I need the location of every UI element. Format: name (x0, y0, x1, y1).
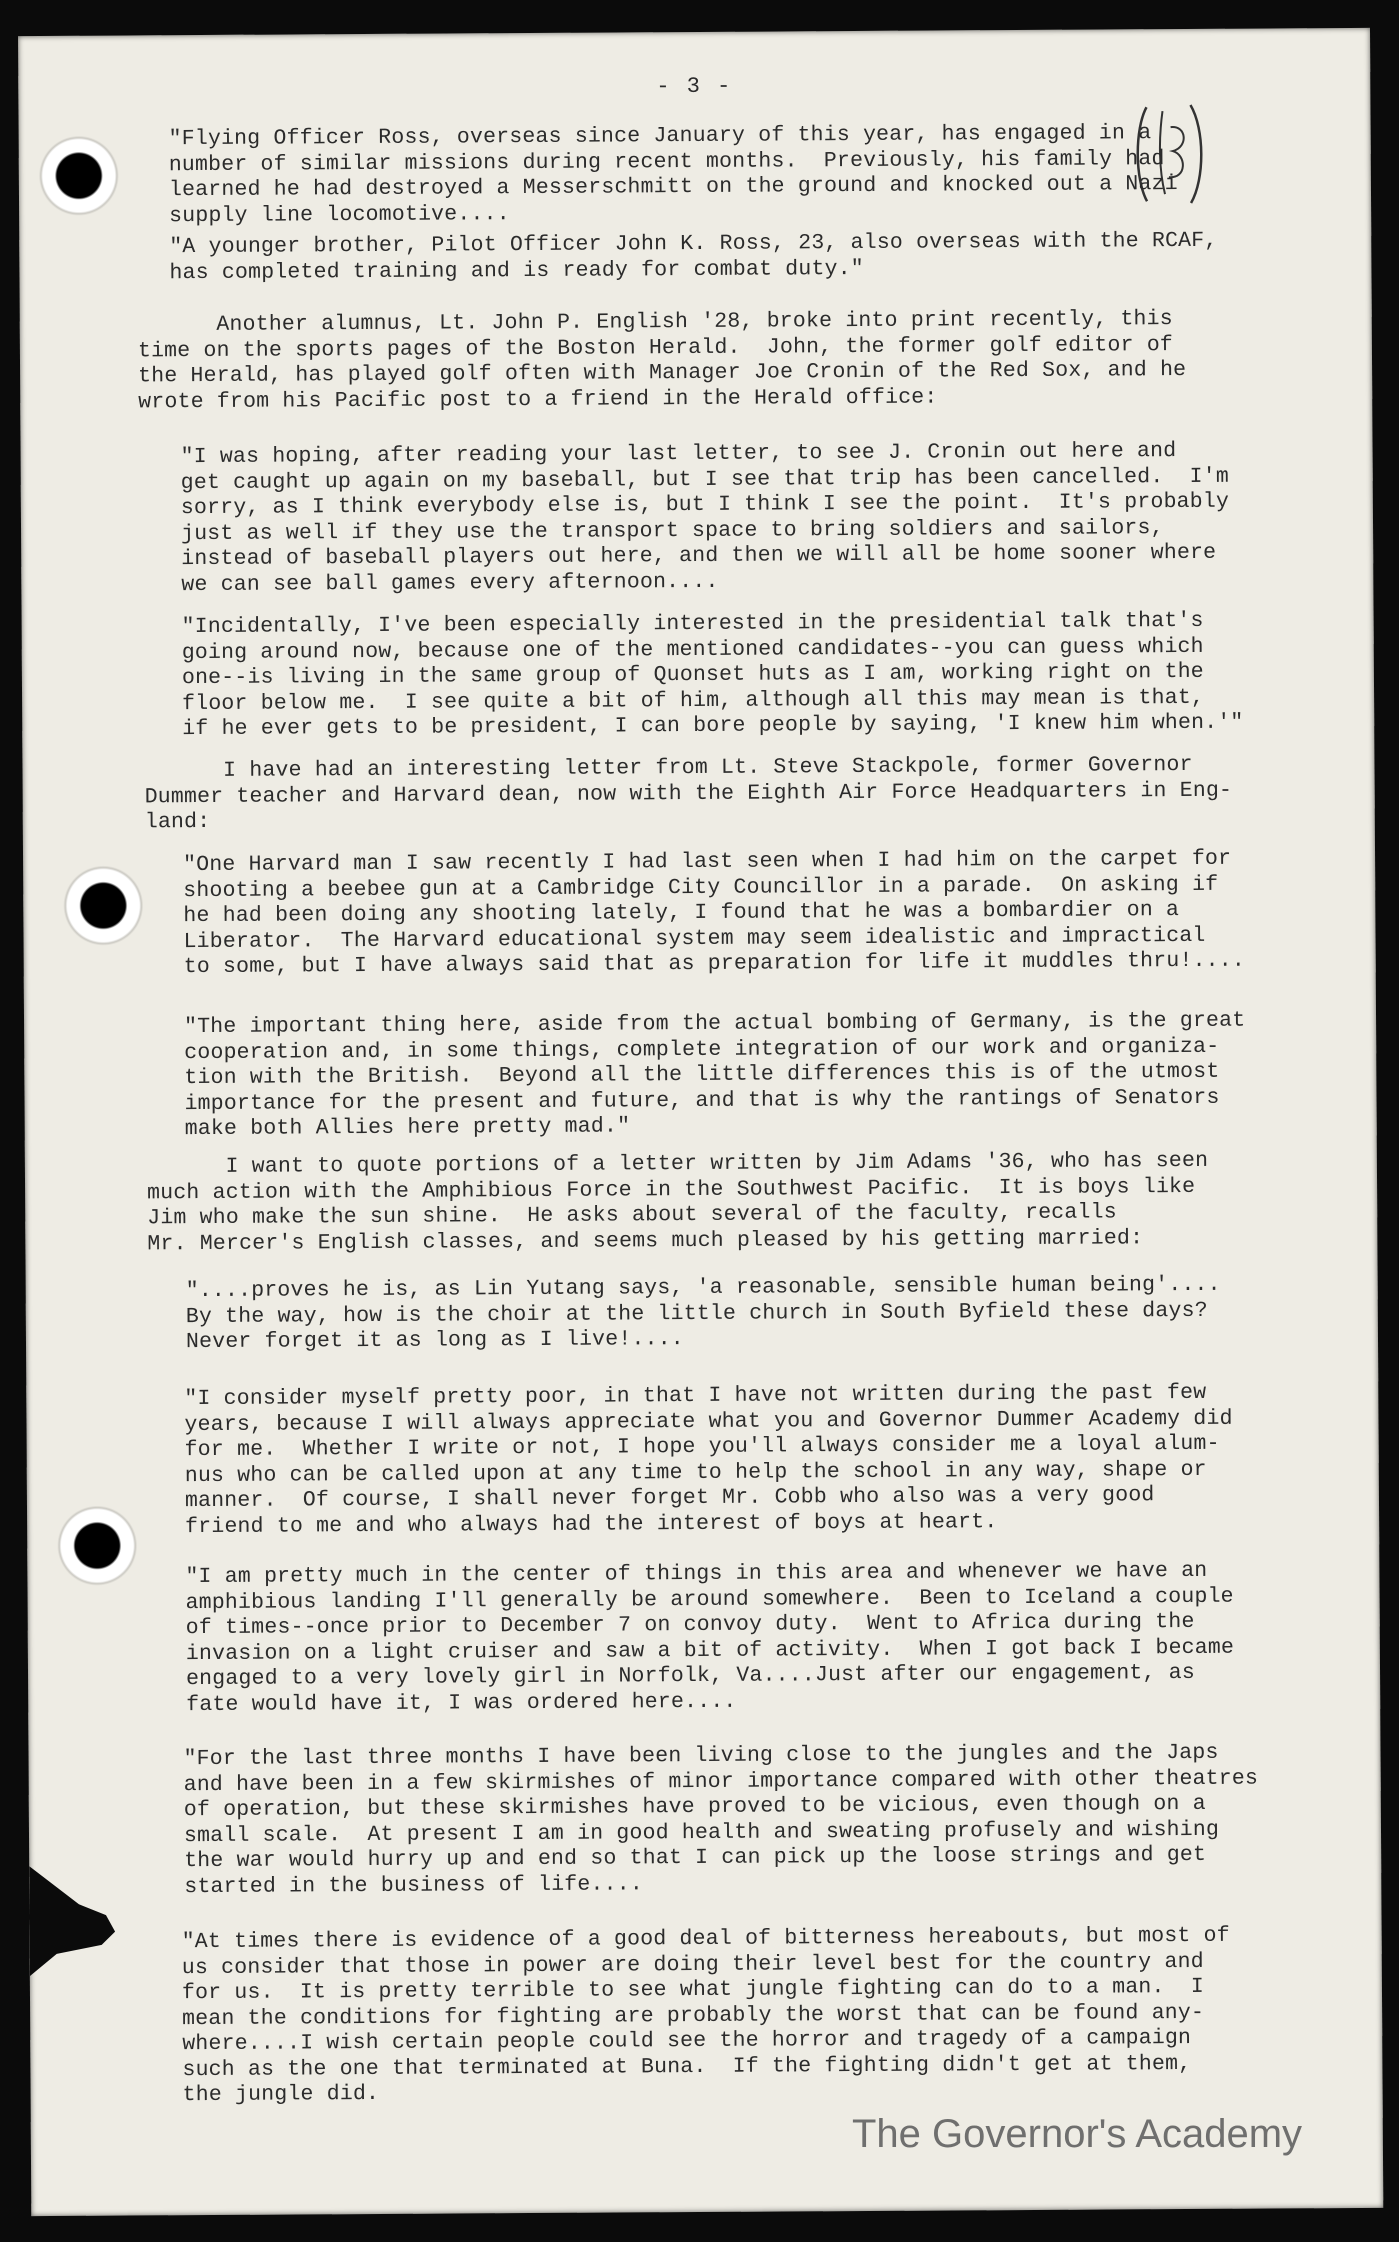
paragraph-9: I want to quote portions of a letter written by Jim Adams '36, who has seen much action with the Amphibious Force in the Southwest Pacific. It is boys like Jim who make the sun shine. He asks about several of the faculty, recalls Mr. Mercer's English classes, and seems much pleased by his getting married: (146, 1148, 1209, 1256)
paragraph-1: "Flying Officer Ross, overseas since January of this year, has engaged in a number of similar missions during recent months. Previously, his family had learned he had destroyed a Messerschmitt on the ground and knocked out a Nazi supply line locomotive.... (168, 121, 1178, 228)
paragraph-8: "The important thing here, aside from the actual bombing of Germany, is the great cooperation and, in some things, complete integration of our work and organiza- tion with the British. Beyond all the little differences this is of the utmost importance for the present and future, and that is why the rantings of Senators make both Allies here pretty mad." (183, 1008, 1246, 1142)
page-number: - 3 - (656, 73, 733, 100)
punch-hole-top (39, 136, 119, 216)
paragraph-11: "I consider myself pretty poor, in that I have not written during the past few years, because I will always appreciate what you and Governor Dummer Academy did for me. Whether I write or not, I hope you'll always consider me a loyal alum- nus who can be called upon at any time to help the school in any way, shape or manner. Of course, I shall never forget Mr. Cobb who also was a very good friend to me and who always had the interest of boys at heart. (184, 1380, 1233, 1539)
paragraph-6: I have had an interesting letter from Lt. Steve Stackpole, former Governor Dummer teacher and Harvard dean, now with the Eighth Air Force Headquarters in Eng- land: (144, 752, 1233, 835)
paragraph-10: "....proves he is, as Lin Yutang says, 'a reasonable, sensible human being'.... By the way, how is the choir at the little church in South Byfield these days? Never forget it as long as I live!.... (185, 1272, 1221, 1355)
paragraph-4: "I was hoping, after reading your last letter, to see J. Cronin out here and get caught up again on my baseball, but I see that trip has been cancelled. I'm sorry, as I think everybody else is, but I think I see the point. It's probably just as well if they use the transport space to bring soldiers and sailors, instead of baseball players out here, and then we will all be home sooner where we can see ball games every afternoon.... (180, 439, 1230, 597)
punch-hole-middle (63, 865, 143, 945)
torn-hole (29, 1866, 120, 1977)
paragraph-2: "A younger brother, Pilot Officer John K. Ross, 23, also overseas with the RCAF, has completed training and is ready for combat duty." (169, 228, 1218, 285)
document-page (18, 28, 1383, 2216)
paragraph-12: "I am pretty much in the center of things in this area and whenever we have an amphibious landing I'll generally be around somewhere. Been to Iceland a couple of times--once prior to December 7 on convoy duty. Went to Africa during the invasion on a light cruiser and saw a bit of activity. When I got back I became engaged to a very lovely girl in Norfolk, Va....Just after our engagement, as fate would have it, I was ordered here.... (185, 1558, 1235, 1717)
paragraph-14: "At times there is evidence of a good deal of bitterness hereabouts, but most of us consider that those in power are doing their level best for the country and for us. It is pretty terrible to see what jungle fighting can do to a man. I mean the conditions for fighting are probably the worst that can be found any- where....I wish certain people could see the horror and tragedy of a campaign such as the one that terminated at Buna. If the fighting didn't get at them, the jungle did. (181, 1923, 1230, 2108)
punch-hole-lower (57, 1505, 137, 1585)
paragraph-3: Another alumnus, Lt. John P. English '28, broke into print recently, this time on the sports pages of the Boston Herald. John, the former golf editor of the Herald, has played golf often with Manager Joe Cronin of the Red Sox, and he wrote from his Pacific post to a friend in the Herald office: (137, 307, 1187, 414)
paragraph-13: "For the last three months I have been living close to the jungles and the Japs and have been in a few skirmishes of minor importance compared with other theatres of operation, but these skirmishes have proved to be vicious, even though on a small scale. At present I am in good health and sweating profusely and wishing the war would hurry up and end so that I can pick up the loose strings and get started in the business of life.... (183, 1740, 1259, 1899)
paragraph-5: "Incidentally, I've been especially interested in the presidential talk that's going around now, because one of the mentioned candidates--you can guess which one--is living in the same group of Quonset huts as I am, working right on the floor below me. I see quite a bit of him, although all this may mean is that, if he ever gets to be president, I can bore people by saying, 'I knew him when.'" (181, 608, 1244, 742)
paragraph-7: "One Harvard man I saw recently I had last seen when I had him on the carpet for shooting a beebee gun at a Cambridge City Councillor in a parade. On asking if he had been doing any shooting lately, I found that he was a bombardier on a Liberator. The Harvard educational system may seem idealistic and impractical to some, but I have always said that as preparation for life it muddles thru!.... (183, 846, 1246, 980)
watermark-label: The Governor's Academy (852, 2112, 1303, 2156)
